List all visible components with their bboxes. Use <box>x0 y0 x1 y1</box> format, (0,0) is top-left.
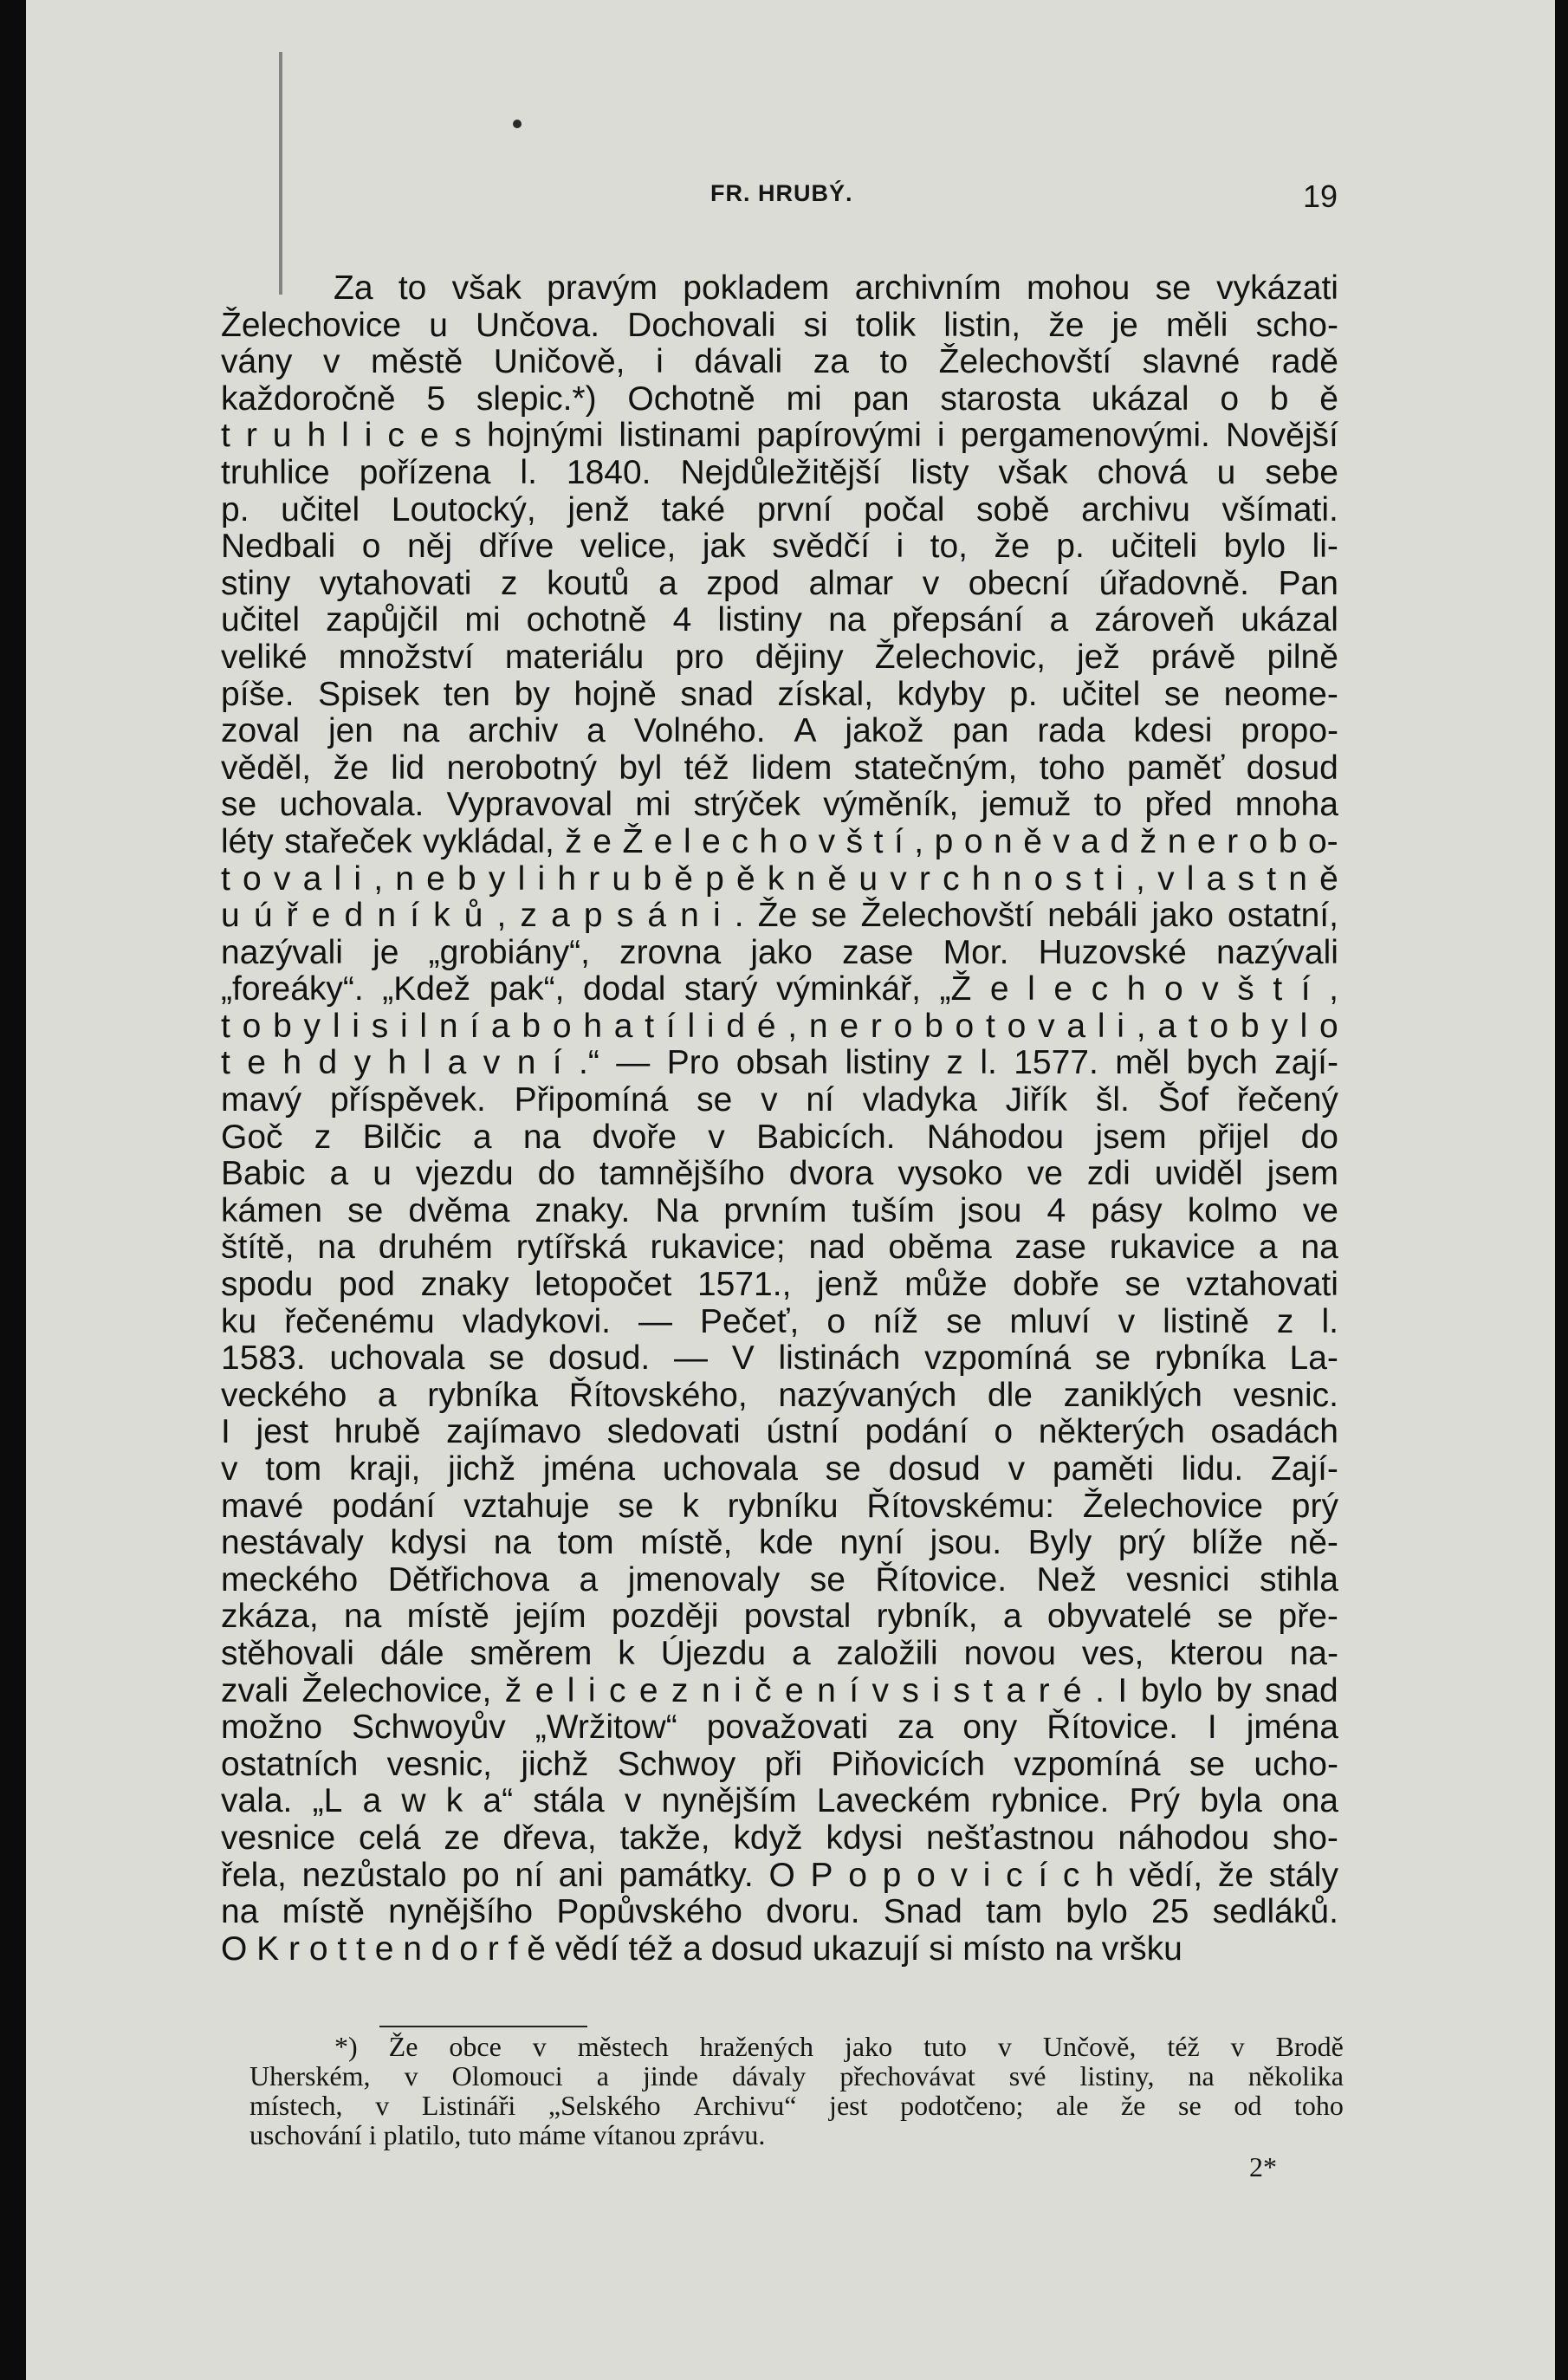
text-line: t r u h l i c e s hojnými listinami papírovými i pergamenovými. Novější <box>221 417 1338 455</box>
text-line: meckého Dětřichova a jmenovaly se Řítovice. Než vesnici stihla <box>221 1560 1338 1599</box>
text-line: t o b y l i s i l n í a b o h a t í l i d é , n e r o b o t o v a l i , a t o b y l o <box>221 1007 1338 1045</box>
text-line: píše. Spisek ten by hojně snad získal, kdyby p. učitel se neome- <box>221 675 1338 713</box>
text-line: Želechovice u Unčova. Dochovali si tolik listin, že je měli scho- <box>221 306 1338 344</box>
footnote-line: místech, v Listináři „Selského Archivu“ jest podotčeno; ale že se od toho <box>249 2090 1344 2121</box>
text-line: p. učitel Loutocký, jenž také první počal sobě archivu všímati. <box>221 490 1338 529</box>
text-line: učitel zapůjčil mi ochotně 4 listiny na přepsání a zároveň ukázal <box>221 601 1338 639</box>
text-line: mavý příspěvek. Připomíná se v ní vladyka Jiřík šl. Šof řečený <box>221 1081 1338 1119</box>
text-line: stěhovali dále směrem k Újezdu a založili novou ves, kterou na- <box>221 1634 1338 1672</box>
text-line: zoval jen na archiv a Volného. A jakož pan rada kdesi propo- <box>221 712 1338 750</box>
footnote-line: uschování i platilo, tuto máme vítanou zprávu. <box>249 2119 766 2150</box>
text-line: Za to však pravým pokladem archivním mohou se vykázati <box>334 269 1338 307</box>
text-line: I jest hrubě zajímavo sledovati ústní podání o některých osadách <box>221 1413 1338 1451</box>
binding-shadow <box>279 52 282 295</box>
text-line: vala. „L a w k a“ stála v nynějším Laveckém rybnice. Prý byla ona <box>221 1782 1338 1820</box>
text-line: zkáza, na místě jejím později povstal rybník, a obyvatelé se pře- <box>221 1598 1338 1636</box>
text-line: Goč z Bilčic a na dvoře v Babicích. Náhodou jsem přijel do <box>221 1118 1338 1156</box>
text-line: veliké množství materiálu pro dějiny Želechovic, jež právě pilně <box>221 638 1338 676</box>
text-line: mavé podání vztahuje se k rybníku Řítovskému: Želechovice prý <box>221 1487 1338 1525</box>
text-line: léty stařeček vykládal, ž e Ž e l e c h o v š t í , p o n ě v a d ž n e r o b o- <box>221 822 1338 860</box>
body-text <box>221 270 1338 1968</box>
text-line: v tom kraji, jichž jména uchovala se dosud v paměti lidu. Zají- <box>221 1450 1338 1488</box>
running-head: FR. HRUBÝ. <box>710 180 853 206</box>
book-page <box>26 0 1555 2380</box>
ink-spot <box>513 120 522 128</box>
text-line: t o v a l i , n e b y l i h r u b ě p ě k n ě u v r c h n o s t i , v l a s t n ě <box>221 859 1338 898</box>
text-line: každoročně 5 slepic.*) Ochotně mi pan starosta ukázal o b ě <box>221 379 1338 418</box>
text-line: O K r o t t e n d o r f ě vědí též a dosud ukazují si místo na vršku <box>221 1929 1182 1968</box>
footnote <box>249 2032 1344 2150</box>
footnote-rule <box>379 2026 587 2027</box>
text-line: vány v městě Uničově, i dávali za to Želechovští slavné radě <box>221 343 1338 381</box>
text-line: věděl, že lid nerobotný byl též lidem statečným, toho paměť dosud <box>221 749 1338 787</box>
text-line: stiny vytahovati z koutů a zpod almar v obecní úřadovně. Pan <box>221 564 1338 602</box>
text-line: Nedbali o něj dříve velice, jak svědčí i to, že p. učiteli bylo li- <box>221 528 1338 566</box>
text-line: Babic a u vjezdu do tamnějšího dvora vysoko ve zdi uviděl jsem <box>221 1155 1338 1193</box>
text-line: veckého a rybníka Řítovského, nazývaných dle zaniklých vesnic. <box>221 1376 1338 1414</box>
text-line: u ú ř e d n í k ů , z a p s á n i . Že se Želechovští nebáli jako ostatní, <box>221 897 1338 935</box>
text-line: zvali Želechovice, ž e l i c e z n i č e n í v s i s t a r é . I bylo by snad <box>221 1671 1338 1709</box>
page-number: 19 <box>1303 178 1338 214</box>
text-line: vesnice celá ze dřeva, takže, když kdysi nešťastnou náhodou sho- <box>221 1819 1338 1857</box>
text-line: kámen se dvěma znaky. Na prvním tuším jsou 4 pásy kolmo ve <box>221 1191 1338 1229</box>
text-line: na místě nynějšího Popůvského dvoru. Snad tam bylo 25 sedláků. <box>221 1893 1338 1931</box>
text-line: nestávaly kdysi na tom místě, kde nyní jsou. Byly prý blíže ně- <box>221 1524 1338 1562</box>
text-line: ostatních vesnic, jichž Schwoy při Piňovicích vzpomíná se ucho- <box>221 1745 1338 1783</box>
text-line: možno Schwoyův „Wržitow“ považovati za ony Řítovice. I jména <box>221 1709 1338 1747</box>
text-line: „foreáky“. „Kdež pak“, dodal starý výminkář, „Ž e l e c h o v š t í , <box>221 970 1338 1008</box>
text-line: truhlice pořízena l. 1840. Nejdůležitější listy však chová u sebe <box>221 453 1338 491</box>
text-line: 1583. uchovala se dosud. — V listinách vzpomíná se rybníka La- <box>221 1339 1338 1378</box>
footnote-line: *) Že obce v městech hražených jako tuto v Unčově, též v Brodě <box>334 2031 1344 2062</box>
footnote-line: Uherském, v Olomouci a jinde dávaly přechovávat své listiny, na několika <box>249 2060 1344 2091</box>
text-line: spodu pod znaky letopočet 1571., jenž může dobře se vztahovati <box>221 1266 1338 1304</box>
text-line: nazývali je „grobiány“, zrovna jako zase Mor. Huzovské nazývali <box>221 933 1338 971</box>
text-line: t e h d y h l a v n í .“ — Pro obsah listiny z l. 1577. měl bych zají- <box>221 1044 1338 1082</box>
signature-mark: 2* <box>1249 2151 1277 2182</box>
text-line: se uchovala. Vypravoval mi strýček výměník, jemuž to před mnoha <box>221 786 1338 824</box>
text-line: řela, nezůstalo po ní ani památky. O P o p o v i c í c h vědí, že stály <box>221 1856 1338 1894</box>
text-line: štítě, na druhém rytířská rukavice; nad oběma zase rukavice a na <box>221 1229 1338 1267</box>
text-line: ku řečenému vladykovi. — Pečeť, o níž se mluví v listině z l. <box>221 1302 1338 1340</box>
